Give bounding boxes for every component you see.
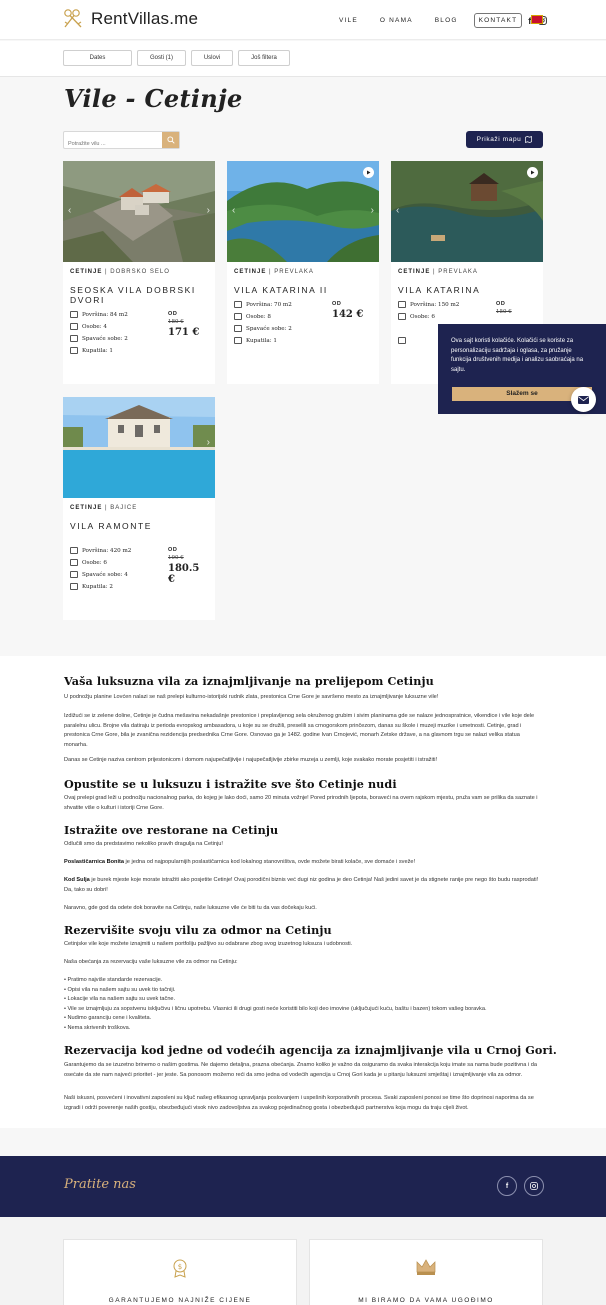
feature-label: MI BIRAMO DA VAMA UGOĐIMO bbox=[358, 1297, 494, 1304]
article-heading-4: Rezervišite svoju vilu za odmor na Cetinju bbox=[64, 923, 332, 937]
facebook-icon[interactable]: f bbox=[528, 15, 532, 26]
article-paragraph: Izdižući se iz zelene doline, Cetinje je čudna mešavina nekadašnje prestonice i preplavljenog sela okruženog grubim i sivim planinama gde se nalaze jednospratnice, vikendice i vile koje dele paralelnu ulicu. Brojne vila datiraju iz perioda evropskog ambasadora, u koje su se družili, preselili sa crnogorskom prinčezom, danas su škole i muzeji muzike i umetnosti. Cetinje, grad i prestonica Crne Gore, bila je zvanična rezidencija predsednika Crne Gore. Osnovao ga je 1482. godine Ivan Crnojević, monarh Zetske države, a na glavnom trgu se nalazi velika statua monarha. bbox=[64, 713, 535, 748]
old-price: 180 € bbox=[168, 319, 184, 325]
villa-photo[interactable] bbox=[63, 397, 215, 498]
villa-area: Površina: 150 m2 bbox=[398, 301, 459, 308]
bath-icon bbox=[70, 583, 78, 590]
instagram-icon[interactable] bbox=[524, 1176, 544, 1196]
prev-photo-icon[interactable]: ‹ bbox=[68, 205, 72, 216]
show-map-button[interactable] bbox=[466, 131, 543, 148]
villa-name[interactable]: VILA RAMONTE bbox=[70, 521, 153, 531]
article-paragraph: Poslastičarnica Bonita je jedna od najpopularnijih poslastičarnica kod lokalnog stanovništva, ovde možete birati kolače, sve domaće i sveže! bbox=[64, 859, 416, 865]
price-from-label: OD bbox=[332, 301, 342, 307]
price-from-label: OD bbox=[496, 301, 506, 307]
villa-photo[interactable] bbox=[391, 161, 543, 262]
guests-icon bbox=[70, 323, 78, 330]
villa-card[interactable] bbox=[227, 161, 379, 384]
price-from-label: OD bbox=[168, 547, 178, 553]
price: 142 € bbox=[332, 309, 364, 320]
article-heading-2: Opustite se u luksuzu i istražite sve što Cetinje nudi bbox=[64, 777, 397, 791]
villa-guests: Osobe: 6 bbox=[70, 559, 107, 566]
price: 180.5 € bbox=[168, 563, 200, 585]
villa-location: CETINJE | PREVLAKA bbox=[398, 269, 478, 275]
villa-location: CETINJE | PREVLAKA bbox=[234, 269, 314, 275]
cookie-text: Ova sajt koristi kolačiće. Kolačići se koriste za personalizaciju sadržaja i oglasa, za pružanje funkcija društvenih medija i analizu saobraćaja na sajtu. bbox=[451, 338, 584, 373]
article-paragraph: Naravno, gde god da odete dok boravite na Cetinju, naše luksuzne vile će biti tu da vas dočekaju kući. bbox=[64, 905, 317, 911]
article-heading-1: Vaša luksuzna vila za iznajmljivanje na prelijepom Cetinju bbox=[64, 674, 434, 688]
villa-location: CETINJE | BAJICE bbox=[70, 505, 138, 511]
crown-icon bbox=[415, 1258, 437, 1276]
article-paragraph: Cetinjske vile koje možete iznajmiti u našem portfoliju pažljivo su odabrane zbog svog izuzetnog luksuza i udobnosti. bbox=[64, 941, 353, 947]
price: 171 € bbox=[168, 327, 200, 338]
list-item: • Pratimo najviše standarde rezervacije. bbox=[64, 977, 163, 983]
follow-title: Pratite nas bbox=[64, 1177, 136, 1192]
contact-mail-button[interactable] bbox=[571, 387, 596, 412]
features-section bbox=[0, 1217, 606, 1305]
area-icon bbox=[234, 301, 242, 308]
list-item: • Opisi vila na našem sajtu su uvek tio tačniji. bbox=[64, 986, 176, 993]
villa-card[interactable] bbox=[63, 397, 215, 620]
villa-bathrooms: Kupatila: 2 bbox=[70, 583, 113, 590]
next-photo-icon[interactable]: › bbox=[206, 437, 210, 448]
search-button[interactable] bbox=[162, 132, 179, 148]
villa-photo[interactable] bbox=[63, 161, 215, 262]
nav-blog[interactable]: BLOG bbox=[434, 17, 458, 24]
villa-bedrooms: Spavaće sobe: 2 bbox=[70, 335, 128, 342]
promise-list bbox=[64, 976, 544, 1033]
map-icon bbox=[525, 136, 532, 143]
article-paragraph: Kod Sulja je burek mjeste koje morate istražiti ako posjetite Cetinje! Ovaj porodični biznis već dugi niz godina je deo Cetinja! Naš jedini savet je da stignete ranije pre nego što budu rasprodati! Da, tako su dobri! bbox=[64, 877, 539, 893]
bath-icon bbox=[70, 347, 78, 354]
old-price: 150 € bbox=[496, 309, 512, 315]
cookie-accept-button[interactable]: Slažem se bbox=[452, 387, 592, 401]
villa-bathrooms: Kupatila: 1 bbox=[70, 347, 113, 354]
filter-more-button[interactable]: Još filtera bbox=[238, 50, 290, 66]
article-paragraph: Naši iskusni, posvećeni i inovativni zaposleni su ključ našeg efikasnog upravljanja poslovanjem i uspešnih korporativnih procesa. Svaki zaposleni ponosi se time što doprinosi naporima da se izgradi i održi poverenje naših gostiju, obezbeđujući visok nivo zadovoljstva za svakog pojedinačnog gosta i obezbeđujući partnerstva koja mogu da traju cijeli život. bbox=[64, 1095, 534, 1111]
article-heading-3: Istražite ove restorane na Cetinju bbox=[64, 823, 279, 837]
bath-icon bbox=[398, 337, 406, 344]
feature-card bbox=[309, 1239, 543, 1305]
video-play-icon[interactable] bbox=[527, 167, 538, 178]
svg-text:$: $ bbox=[177, 1263, 183, 1271]
villa-bathrooms: Kupatila: 1 bbox=[234, 337, 277, 344]
search-input[interactable] bbox=[64, 136, 160, 152]
villa-name[interactable]: SEOSKA VILA DOBRSKI DVORI bbox=[70, 285, 196, 305]
price-from-label: OD bbox=[168, 311, 178, 317]
video-play-icon[interactable] bbox=[363, 167, 374, 178]
search-box bbox=[63, 131, 180, 149]
area-icon bbox=[70, 311, 78, 318]
list-item: • Nudimo garanciju cene i kvaliteta. bbox=[64, 1015, 152, 1021]
villa-area: Površina: 420 m2 bbox=[70, 547, 131, 554]
article-heading-5: Rezervacija kod jedne od vodećih agencija za iznajmljivanje vila u Crnoj Gori. bbox=[64, 1043, 557, 1057]
mail-icon bbox=[578, 396, 589, 404]
villa-guests: Osobe: 6 bbox=[398, 313, 435, 320]
guests-icon bbox=[70, 559, 78, 566]
logo-text: RentVillas.me bbox=[91, 9, 199, 28]
article-paragraph: Odlučili smo da predstavimo nekoliko pravih dragulja na Cetinju! bbox=[64, 841, 223, 847]
page-title: Vile - Cetinje bbox=[64, 84, 243, 113]
villa-bedrooms: Spavaće sobe: 4 bbox=[70, 571, 128, 578]
villa-bathrooms bbox=[398, 337, 410, 344]
price-guarantee-icon bbox=[172, 1258, 188, 1278]
article-paragraph: U podnožju planine Lovćen nalazi se naš prelepi kulturno-istorijski rudnik zlata, prestonica Crne Gore je savršeno mesto za iznajmljivanje luksuzne vile! bbox=[64, 694, 439, 700]
follow-us-band bbox=[0, 1156, 606, 1217]
facebook-icon[interactable]: f bbox=[497, 1176, 517, 1196]
list-item: • Nema skrivenih troškova. bbox=[64, 1024, 131, 1031]
villa-bedrooms: Spavaće sobe: 2 bbox=[234, 325, 292, 332]
villa-guests: Osobe: 8 bbox=[234, 313, 271, 320]
article-paragraph: Naša obećanja za rezervaciju vaše luksuzne vile za odmor na Cetinju: bbox=[64, 959, 238, 965]
list-item: • Lokacije vila na našem sajtu su uvek tačne. bbox=[64, 996, 176, 1002]
filter-bar bbox=[0, 41, 606, 77]
villa-name[interactable]: VILA KATARINA II bbox=[234, 285, 328, 295]
prev-photo-icon[interactable]: ‹ bbox=[396, 205, 400, 216]
filter-dates-button[interactable]: Dates bbox=[63, 50, 132, 66]
villa-guests: Osobe: 4 bbox=[70, 323, 107, 330]
next-photo-icon[interactable]: › bbox=[206, 205, 210, 216]
feature-card bbox=[63, 1239, 297, 1305]
bed-icon bbox=[70, 335, 78, 342]
guests-icon bbox=[398, 313, 406, 320]
villa-location: CETINJE | DOBRSKO SELO bbox=[70, 269, 170, 275]
bath-icon bbox=[234, 337, 242, 344]
montenegro-flag-icon[interactable] bbox=[531, 15, 543, 24]
area-icon bbox=[398, 301, 406, 308]
old-price: 190 € bbox=[168, 555, 184, 561]
site-header bbox=[0, 0, 606, 40]
filter-guests-button[interactable]: Gosti (1) bbox=[137, 50, 186, 66]
logo[interactable] bbox=[63, 8, 198, 30]
nav-o-nama[interactable]: O NAMA bbox=[379, 17, 413, 24]
list-item: • Vile se iznajmljuju za sopstvenu isključivu i ličnu upotrebu. Vlasnici ili drugi gosti neće koristiti bilo koji deo imovine (uključujući kuću, baštu i bazen) tokom vašeg boravka. bbox=[64, 1005, 487, 1012]
article-paragraph: Danas se Cetinje naziva centrom prijestonicom i domom najupečatljivije i najupečatljivije zbirke muzeja u zemlji, koje svakako morate posjetiti i istražiti! bbox=[64, 757, 438, 763]
prev-photo-icon[interactable]: ‹ bbox=[232, 205, 236, 216]
villa-card[interactable] bbox=[63, 161, 215, 384]
article-section bbox=[0, 656, 606, 1128]
villa-photo[interactable] bbox=[227, 161, 379, 262]
bed-icon bbox=[70, 571, 78, 578]
show-map-label: Prikaži mapu bbox=[476, 136, 522, 143]
search-icon bbox=[167, 136, 175, 144]
keys-logo-icon bbox=[63, 8, 87, 30]
villa-name[interactable]: VILA KATARINA bbox=[398, 285, 481, 295]
next-photo-icon[interactable]: › bbox=[370, 205, 374, 216]
bed-icon bbox=[234, 325, 242, 332]
feature-label: GARANTUJEMO NAJNIŽE CIJENE bbox=[108, 1297, 252, 1304]
villa-area: Površina: 84 m2 bbox=[70, 311, 128, 318]
filter-conditions-button[interactable]: Uslovi bbox=[191, 50, 233, 66]
villa-area: Površina: 70 m2 bbox=[234, 301, 292, 308]
article-paragraph: Garantujemo da se izuzetno brinemo o našim gostima. Ne dajemo detaljna, prazna obećanja. Znamo koliko je važno da osiguramo da svaka interakcija koju imate sa nama bude pozitivna i da osećate da ste nam najveći prioritet - jer jeste. Sa ponosom možemo reći da smo jedna od vodećih agencija u Crnoj Gori kada je u pitanju luksuzni smještaj i iznajmljivanje vila za odmor. bbox=[64, 1062, 537, 1078]
article-paragraph: Ovaj prelepi grad leži u podnožju nacionalnog parka, do kojeg je lako doći, samo 20 minuta vožnje! Pored prirodnih ljepota, boraveći na ovem rajskom mjestu, pruža vam se prilika da saznate i shvatite više o kulturi i istoriji Crne Gore. bbox=[64, 795, 538, 811]
nav-vile[interactable]: VILE bbox=[339, 17, 358, 24]
guests-icon bbox=[234, 313, 242, 320]
nav-kontakt[interactable]: KONTAKT bbox=[474, 13, 523, 28]
area-icon bbox=[70, 547, 78, 554]
main-nav bbox=[339, 13, 547, 28]
